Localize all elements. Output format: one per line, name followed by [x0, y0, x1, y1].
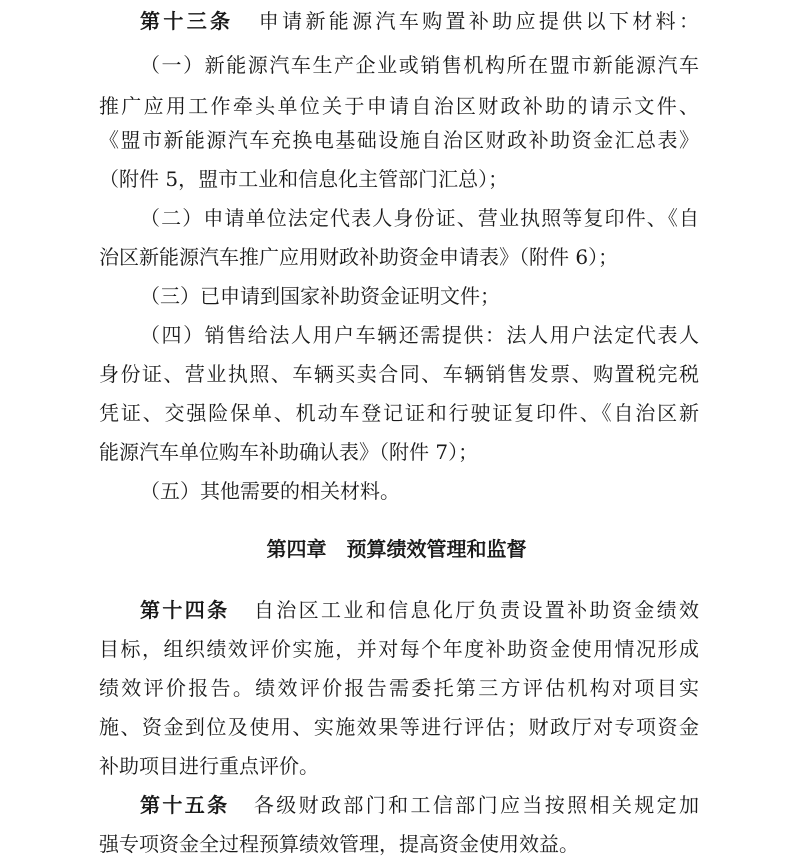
article-15-label: 第十五条: [140, 793, 230, 817]
article-13-item-4-line-1: （四）销售给法人用户车辆还需提供：法人用户法定代表人: [140, 323, 699, 347]
article-13-item-4-line-4: 能源汽车单位购车补助确认表》（附件 7）；: [99, 440, 479, 464]
chapter-4-title: 第四章 预算绩效管理和监督: [266, 537, 527, 561]
article-15-text-1: 各级财政部门和工信部门应当按照相关规定加: [251, 793, 699, 817]
article-14-line-3: 绩效评价报告。绩效评价报告需委托第三方评估机构对项目实: [99, 676, 699, 700]
article-13-heading-line: [140, 2, 699, 40]
article-13-item-1-line-3: 《盟市新能源汽车充换电基础设施自治区财政补助资金汇总表》: [99, 128, 699, 152]
article-13-item-3-line-1: （三）已申请到国家补助资金证明文件；: [140, 284, 500, 308]
article-15-line-1: [140, 786, 699, 824]
article-14-text-1: 自治区工业和信息化厅负责设置补助资金绩效: [251, 598, 699, 622]
article-14-line-2: 目标，组织绩效评价实施，并对每个年度补助资金使用情况形成: [99, 637, 699, 661]
article-13-item-4-line-3: 凭证、交强险保单、机动车登记证和行驶证复印件、《自治区新: [99, 401, 699, 425]
article-15-line-2: 强专项资金全过程预算绩效管理，提高资金使用效益。: [99, 832, 579, 856]
article-14-line-5: 补助项目进行重点评价。: [99, 754, 319, 778]
article-13-item-1-line-2: 推广应用工作牵头单位关于申请自治区财政补助的请示文件、: [99, 94, 699, 118]
article-13-item-1-line-4: （附件 5，盟市工业和信息化主管部门汇总）；: [99, 167, 509, 191]
article-13-item-1-line-1: （一）新能源汽车生产企业或销售机构所在盟市新能源汽车: [140, 53, 699, 77]
article-14-label: 第十四条: [140, 598, 230, 622]
article-14-line-4: 施、资金到位及使用、实施效果等进行评估；财政厅对专项资金: [99, 715, 699, 739]
article-13-intro: 申请新能源汽车购置补助应提供以下材料：: [255, 9, 700, 33]
article-13-item-2-line-1: （二）申请单位法定代表人身份证、营业执照等复印件、《自: [140, 206, 699, 230]
article-14-line-1: [140, 591, 699, 629]
article-13-item-2-line-2: 治区新能源汽车推广应用财政补助资金申请表》（附件 6）；: [99, 245, 619, 269]
article-13-label: 第十三条: [140, 9, 234, 33]
article-13-item-4-line-2: 身份证、营业执照、车辆买卖合同、车辆销售发票、购置税完税: [99, 362, 699, 386]
article-13-item-5-line-1: （五）其他需要的相关材料。: [140, 479, 400, 503]
